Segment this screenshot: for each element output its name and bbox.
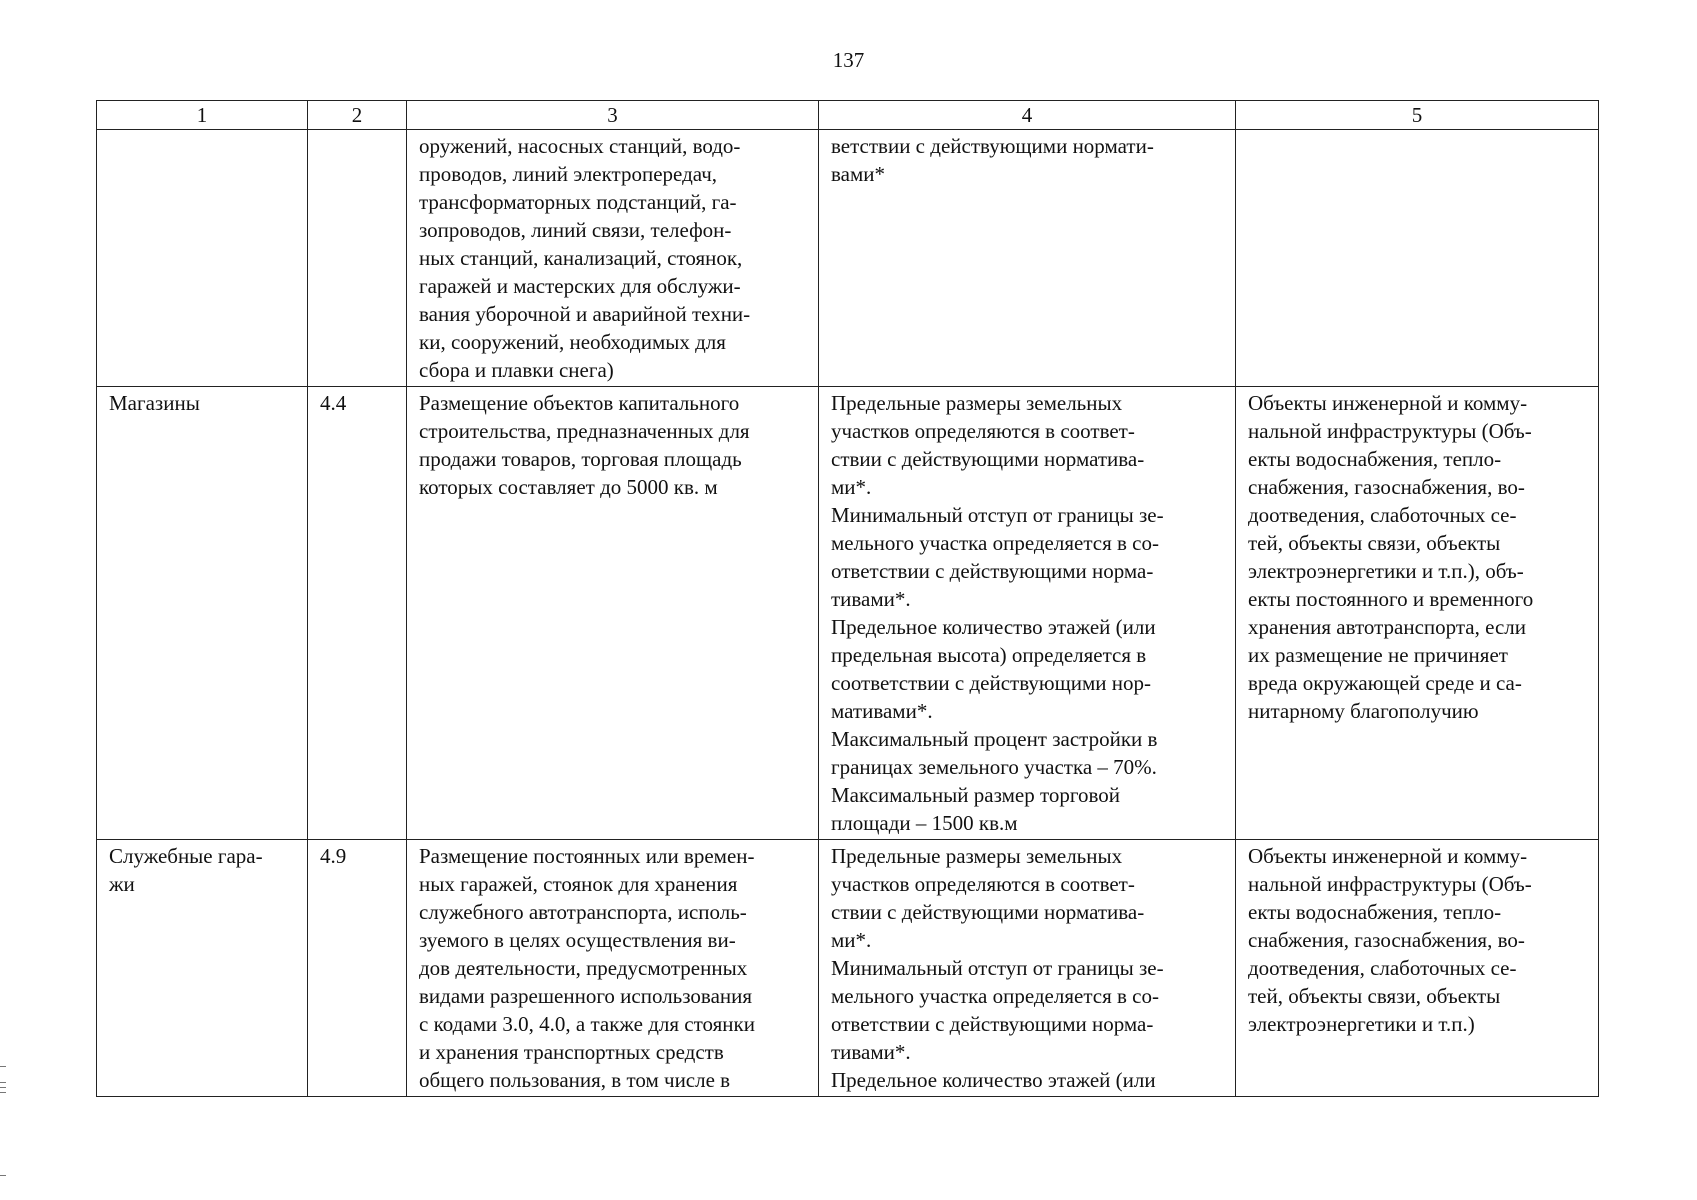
text-line: ми*.: [831, 928, 872, 952]
use-name-cell: [97, 840, 308, 1097]
column-header-5: 5: [1236, 101, 1599, 130]
table-row-service-garages: [97, 840, 1599, 1097]
text-line: общего пользования, в том числе в: [419, 1068, 731, 1092]
column-header-1: 1: [97, 101, 308, 130]
text-line: доотведения, слаботочных се-: [1248, 956, 1517, 980]
use-code-cell: 4.4: [308, 387, 407, 840]
scan-mark: [0, 1087, 6, 1088]
text-line: нальной инфраструктуры (Объ-: [1248, 419, 1532, 443]
parameters-cell: [819, 130, 1236, 387]
text-line: служебного автотранспорта, исполь-: [419, 900, 747, 924]
text-line: и хранения транспортных средств: [419, 1040, 724, 1064]
auxiliary-uses-cell: [1236, 387, 1599, 840]
text-line: Минимальный отступ от границы зе-: [831, 503, 1164, 527]
auxiliary-uses-cell: [1236, 840, 1599, 1097]
text-line: доотведения, слаботочных се-: [1248, 503, 1517, 527]
text-line: тей, объекты связи, объекты: [1248, 531, 1501, 555]
text-line: ми*.: [831, 475, 872, 499]
text-line: нитарному благополучию: [1248, 699, 1479, 723]
text-line: ных гаражей, стоянок для хранения: [419, 872, 738, 896]
use-description-cell: [407, 387, 819, 840]
text-line: ответствии с действующими норма-: [831, 559, 1154, 583]
column-header-2: 2: [308, 101, 407, 130]
text-line: Предельное количество этажей (или: [831, 1068, 1156, 1092]
scan-mark: [0, 1082, 6, 1083]
text-line: жи: [109, 872, 135, 896]
text-line: тивами*.: [831, 587, 911, 611]
text-line: Размещение объектов капитального: [419, 391, 740, 415]
text-line: ки, сооружений, необходимых для: [419, 330, 726, 354]
text-line: ответствии с действующими норма-: [831, 1012, 1154, 1036]
text-line: строительства, предназначенных для: [419, 419, 750, 443]
auxiliary-uses-cell: [1236, 130, 1599, 387]
text-line: проводов, линий электропередач,: [419, 162, 718, 186]
text-line: ветствии с действующими нормати-: [831, 134, 1154, 158]
text-line: зопроводов, линий связи, телефон-: [419, 218, 732, 242]
text-line: ных станций, канализаций, стоянок,: [419, 246, 743, 270]
scan-mark: [0, 1066, 6, 1067]
text-line: площади – 1500 кв.м: [831, 811, 1018, 835]
use-code-cell: [308, 130, 407, 387]
text-line: снабжения, газоснабжения, во-: [1248, 475, 1525, 499]
text-line: трансформаторных подстанций, га-: [419, 190, 737, 214]
table-row-shops: [97, 387, 1599, 840]
text-line: ствии с действующими норматива-: [831, 900, 1145, 924]
text-line: дов деятельности, предусмотренных: [419, 956, 748, 980]
text-line: вреда окружающей среде и са-: [1248, 671, 1522, 695]
use-description-cell: [407, 130, 819, 387]
text-line: екты водоснабжения, тепло-: [1248, 447, 1502, 471]
text-line: Размещение постоянных или времен-: [419, 844, 755, 868]
text-line: Минимальный отступ от границы зе-: [831, 956, 1164, 980]
scan-mark: [0, 1092, 6, 1093]
scan-mark: [0, 1175, 6, 1176]
text-line: хранения автотранспорта, если: [1248, 615, 1527, 639]
text-line: Магазины: [109, 391, 200, 415]
text-line: Объекты инженерной и комму-: [1248, 844, 1528, 868]
text-line: екты водоснабжения, тепло-: [1248, 900, 1502, 924]
text-line: гаражей и мастерских для обслужи-: [419, 274, 741, 298]
use-description-cell: [407, 840, 819, 1097]
text-line: Предельное количество этажей (или: [831, 615, 1156, 639]
text-line: вания уборочной и аварийной техни-: [419, 302, 751, 326]
text-line: мативами*.: [831, 699, 933, 723]
text-line: их размещение не причиняет: [1248, 643, 1508, 667]
page-number: 137: [832, 48, 865, 72]
table-row-continuation: [97, 130, 1599, 387]
use-name-cell: [97, 130, 308, 387]
text-line: мельного участка определяется в со-: [831, 531, 1159, 555]
text-line: которых составляет до 5000 кв. м: [419, 475, 718, 499]
text-line: электроэнергетики и т.п.): [1248, 1012, 1475, 1036]
text-line: тивами*.: [831, 1040, 911, 1064]
text-line: соответствии с действующими нор-: [831, 671, 1152, 695]
zoning-table: [96, 100, 1599, 1097]
use-name-cell: [97, 387, 308, 840]
text-line: Максимальный размер торговой: [831, 783, 1120, 807]
text-line: вами*: [831, 162, 885, 186]
text-line: Максимальный процент застройки в: [831, 727, 1158, 751]
text-line: сбора и плавки снега): [419, 358, 614, 382]
use-code-cell: 4.9: [308, 840, 407, 1097]
column-header-4: 4: [819, 101, 1236, 130]
text-line: участков определяются в соответ-: [831, 872, 1135, 896]
header-row: [97, 101, 1599, 130]
text-line: продажи товаров, торговая площадь: [419, 447, 742, 471]
parameters-cell: [819, 840, 1236, 1097]
text-line: ствии с действующими норматива-: [831, 447, 1145, 471]
text-line: снабжения, газоснабжения, во-: [1248, 928, 1525, 952]
column-header-3: 3: [407, 101, 819, 130]
text-line: оружений, насосных станций, водо-: [419, 134, 741, 158]
text-line: границах земельного участка – 70%.: [831, 755, 1157, 779]
parameters-cell: [819, 387, 1236, 840]
text-line: мельного участка определяется в со-: [831, 984, 1159, 1008]
text-line: видами разрешенного использования: [419, 984, 753, 1008]
text-line: Служебные гара-: [109, 844, 263, 868]
text-line: электроэнергетики и т.п.), объ-: [1248, 559, 1524, 583]
text-line: Предельные размеры земельных: [831, 391, 1123, 415]
text-line: предельная высота) определяется в: [831, 643, 1147, 667]
text-line: Объекты инженерной и комму-: [1248, 391, 1528, 415]
text-line: зуемого в целях осуществления ви-: [419, 928, 736, 952]
text-line: тей, объекты связи, объекты: [1248, 984, 1501, 1008]
text-line: екты постоянного и временного: [1248, 587, 1534, 611]
text-line: участков определяются в соответ-: [831, 419, 1135, 443]
text-line: с кодами 3.0, 4.0, а также для стоянки: [419, 1012, 755, 1036]
text-line: Предельные размеры земельных: [831, 844, 1123, 868]
text-line: нальной инфраструктуры (Объ-: [1248, 872, 1532, 896]
